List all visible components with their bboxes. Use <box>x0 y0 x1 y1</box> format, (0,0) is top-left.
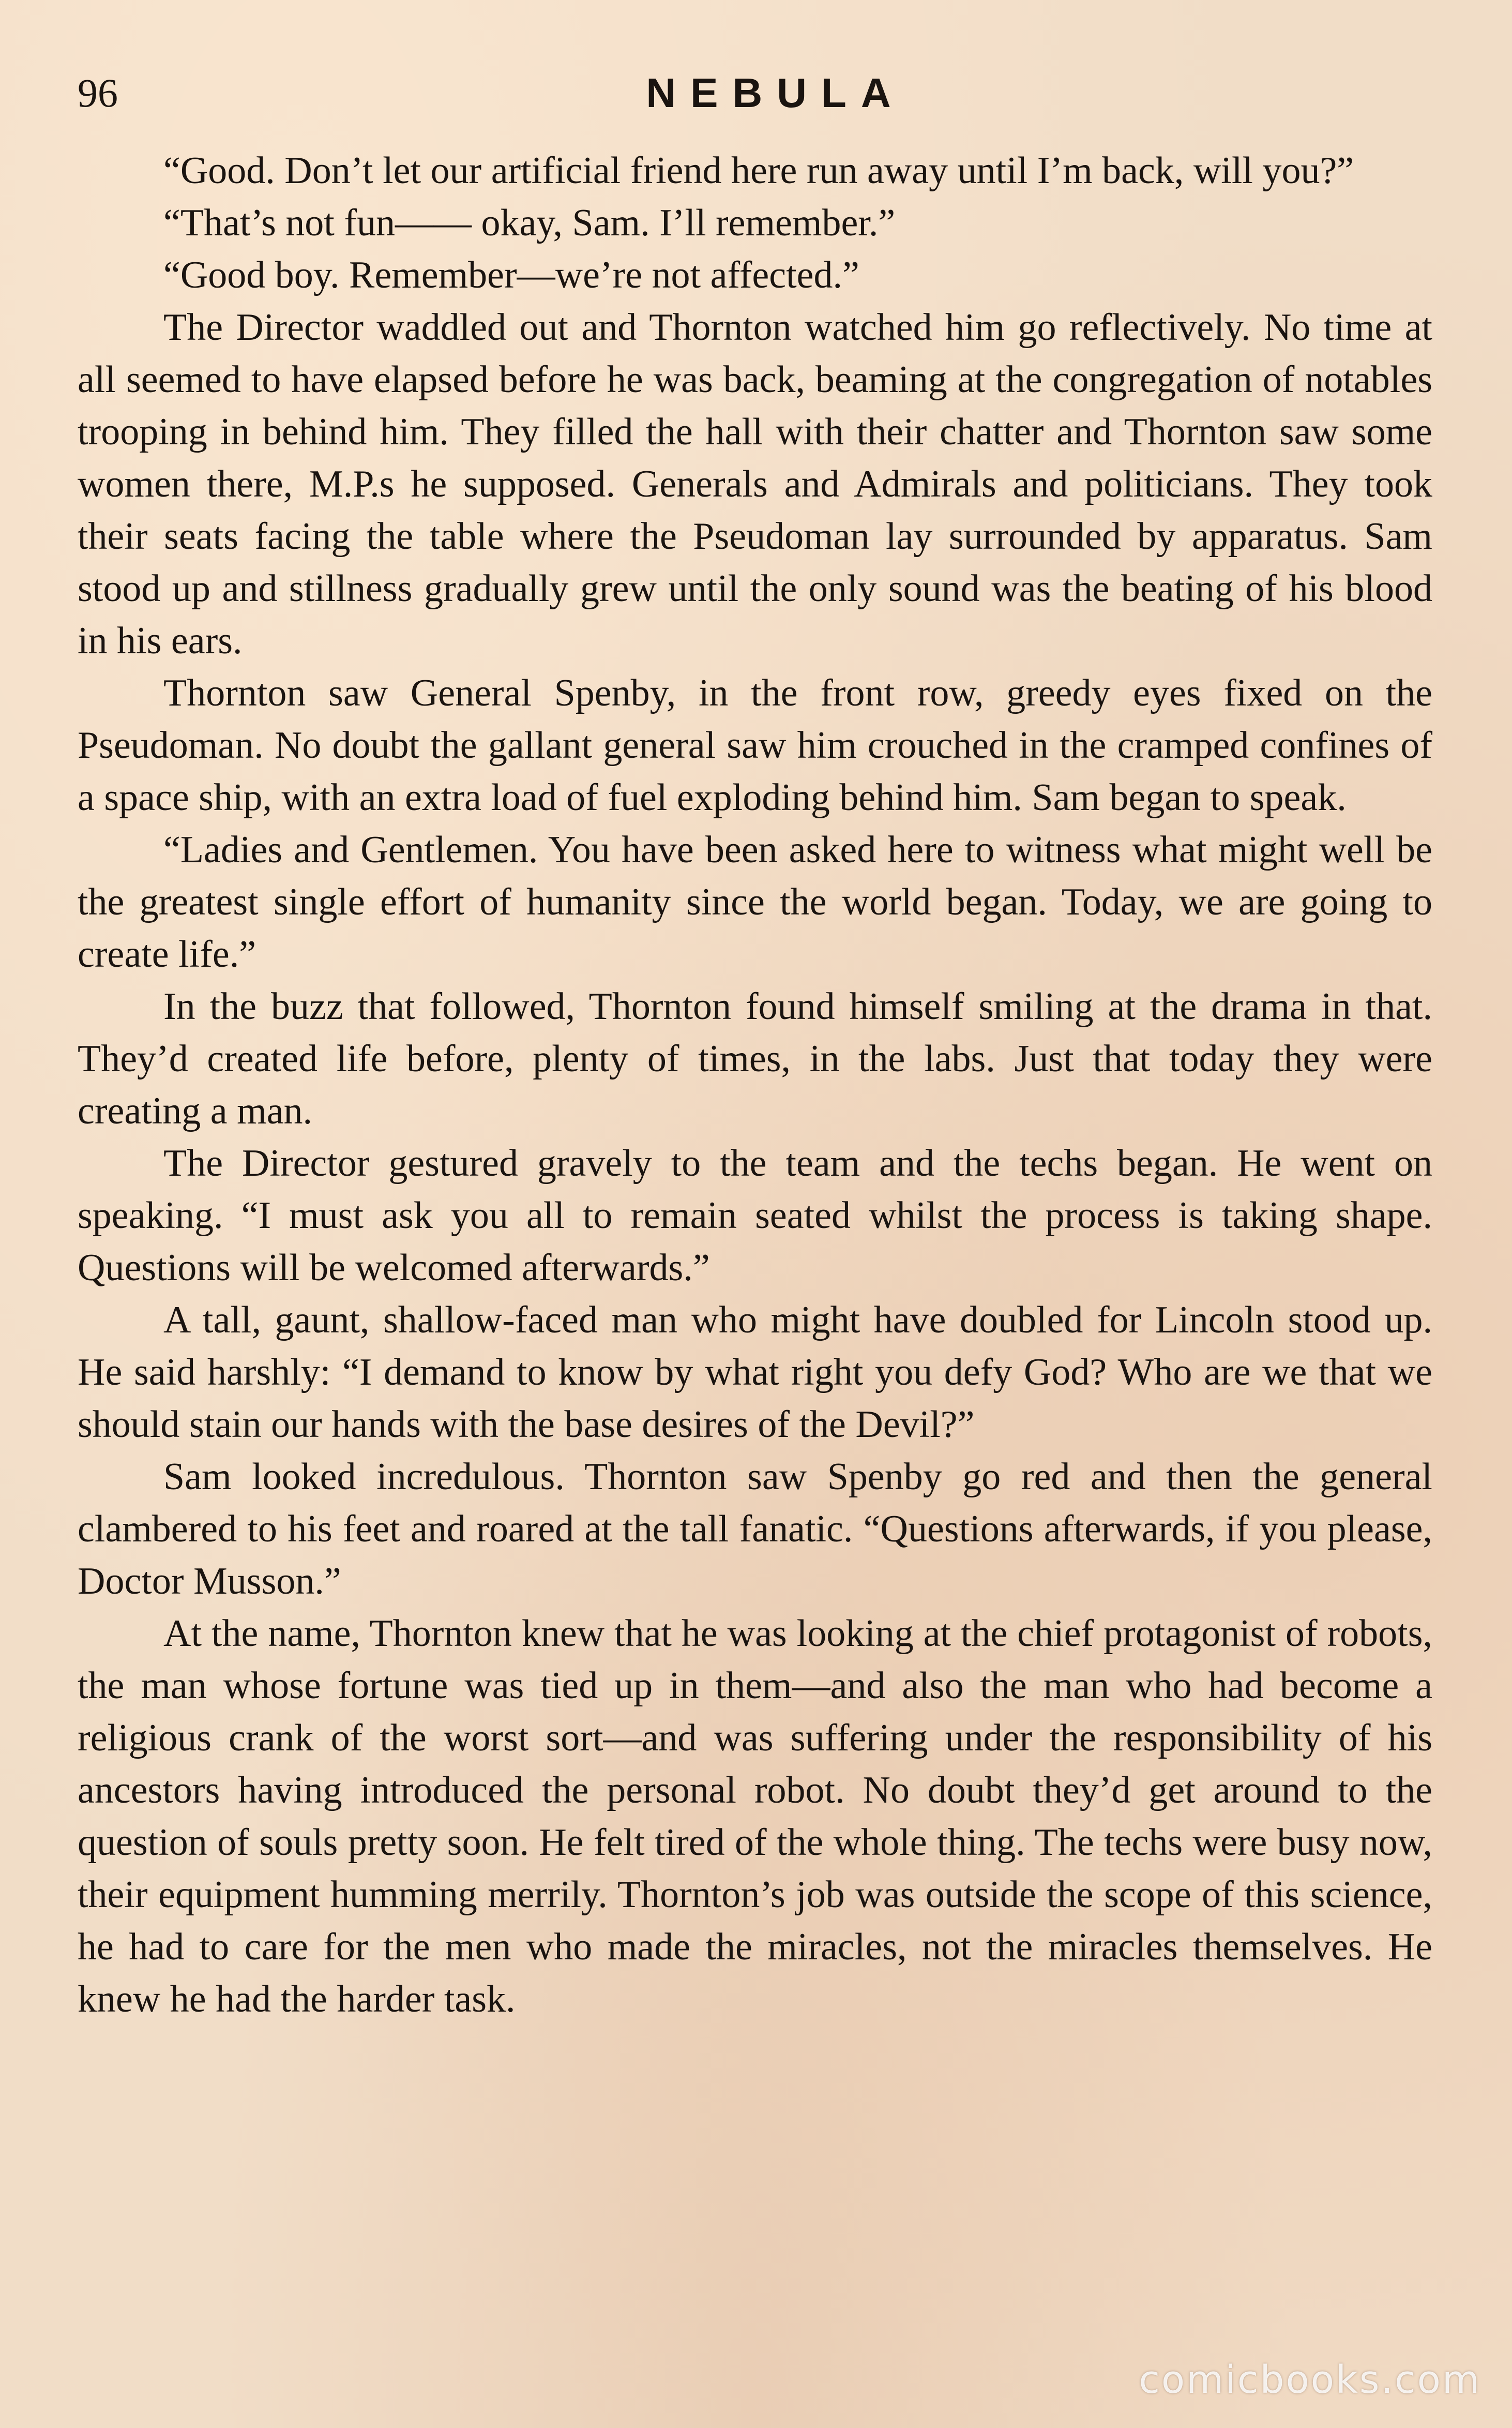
paragraph: In the buzz that followed, Thornton found himself smiling at the drama in that. They’d created life before, plenty of times, in the labs. Just that today they were creating a man. <box>78 985 1432 1132</box>
book-page <box>78 67 1432 2026</box>
paragraph: Sam looked incredulous. Thornton saw Spenby go red and then the general clambered to his feet and roared at the tall fanatic. “Questions afterwards, if you please, Doctor Musson.” <box>78 1456 1432 1602</box>
paragraph: “That’s not fun—— okay, Sam. I’ll remember.” <box>163 202 896 244</box>
paragraph: Thornton saw General Spenby, in the front row, greedy eyes fixed on the Pseudoman. No doubt the gallant general saw him crouched in the cramped confines of a space ship, with an extra load of fuel exploding behind him. Sam began to speak. <box>78 672 1432 819</box>
paragraph: A tall, gaunt, shallow-faced man who might have doubled for Lincoln stood up. He said harshly: “I demand to know by what right you defy God? Who are we that we should stain our hands with the base desires of the Devil?” <box>78 1299 1432 1446</box>
paragraph: The Director waddled out and Thornton watched him go reflectively. No time at all seemed to have elapsed before he was back, beaming at the congregation of notables trooping in behind him. They filled the hall with their chatter and Thornton saw some women there, M.P.s he supposed. Generals and Admirals and politicians. They took their seats facing the table where the Pseudoman lay surrounded by apparatus. Sam stood up and stillness gradually grew until the only sound was the beating of his blood in his ears. <box>78 306 1432 662</box>
paragraph: “Good. Don’t let our artificial friend here run away until I’m back, will you?” <box>163 149 1354 192</box>
paragraph: The Director gestured gravely to the team and the techs began. He went on speaking. “I must ask you all to remain seated whilst the process is taking shape. Questions will be welcomed afterwards.” <box>78 1142 1432 1289</box>
body-text <box>78 145 1432 2026</box>
running-title: NEBULA <box>646 70 905 116</box>
paragraph: “Good boy. Remember—we’re not affected.” <box>163 254 859 296</box>
paragraph: “Ladies and Gentlemen. You have been asked here to witness what might well be the greatest single effort of humanity since the world began. Today, we are going to create life.” <box>78 829 1432 976</box>
page-header <box>78 67 1432 129</box>
paragraph: At the name, Thornton knew that he was looking at the chief protagonist of robots, the man whose fortune was tied up in them—and also the man who had become a religious crank of the worst sort—and was suffering under the responsibility of his ancestors having introduced the personal robot. No doubt they’d get around to the question of souls pretty soon. He felt tired of the whole thing. The techs were busy now, their equipment humming merrily. Thornton’s job was outside the scope of this science, he had to care for the men who made the miracles, not the miracles themselves. He knew he had the harder task. <box>78 1612 1432 2020</box>
watermark-logo: comicbooks.com <box>1139 2358 1481 2402</box>
page-number: 96 <box>78 70 118 115</box>
